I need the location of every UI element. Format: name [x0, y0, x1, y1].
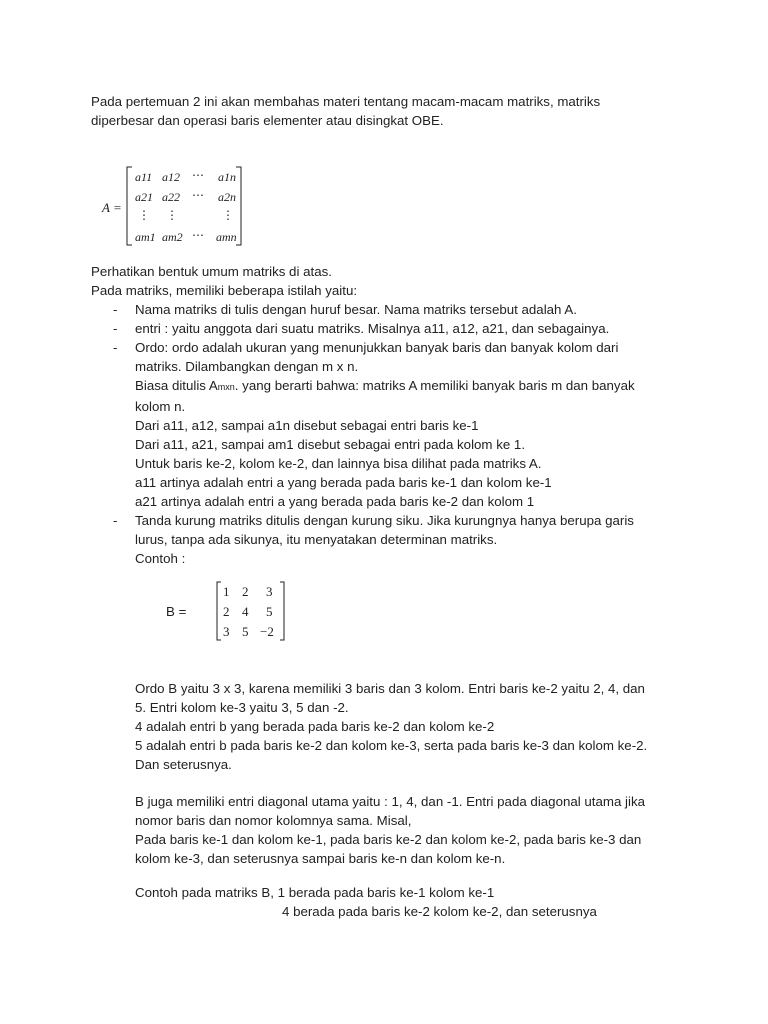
text-line: Pada baris ke-1 dan kolom ke-1, pada baris ke-2 dan kolom ke-2, pada baris ke-3 dan: [135, 832, 642, 847]
matrix-a-cell: a21: [135, 190, 153, 204]
matrix-a-cell: am1: [135, 230, 156, 244]
text-line: diperbesar dan operasi baris elementer atau disingkat OBE.: [91, 113, 444, 128]
matrix-b: [214, 580, 294, 642]
matrix-a-cell: a22: [162, 190, 180, 204]
matrix-b-cell: 3: [266, 584, 273, 599]
text-line: kolom ke-3, dan seterusnya sampai baris ke-n dan kolom ke-n.: [135, 851, 506, 866]
text-line: matriks. Dilambangkan dengan m x n.: [135, 359, 359, 374]
example-paragraph: [135, 883, 597, 921]
after-matrix-text: [91, 262, 357, 300]
bullet-dash: -: [113, 340, 118, 355]
text-line: Pada pertemuan 2 ini akan membahas materi tentang macam-macam matriks, matriks: [91, 94, 601, 109]
text-line: a21 artinya adalah entri a yang berada pada baris ke-2 dan kolom 1: [135, 494, 535, 509]
matrix-b-label: B =: [166, 604, 187, 619]
text-fragment: Biasa ditulis A: [135, 378, 218, 393]
text-line: a11 artinya adalah entri a yang berada pada baris ke-1 dan kolom ke-1: [135, 475, 552, 490]
left-bracket: [127, 167, 132, 245]
text-line: 5 adalah entri b pada baris ke-2 dan kolom ke-3, serta pada baris ke-3 dan kolom ke-2.: [135, 738, 648, 753]
text-line: Contoh pada matriks B, 1 berada pada baris ke-1 kolom ke-1: [135, 885, 495, 900]
text-line: Ordo B yaitu 3 x 3, karena memiliki 3 baris dan 3 kolom. Entri baris ke-2 yaitu 2, 4, dan: [135, 681, 645, 696]
text-line: Untuk baris ke-2, kolom ke-2, dan lainnya bisa dilihat pada matriks A.: [135, 456, 542, 471]
text-line: Dari a11, a12, sampai a1n disebut sebagai entri baris ke-1: [135, 418, 479, 433]
bullet-dash: -: [113, 302, 118, 317]
ordo-paragraph: [135, 679, 647, 774]
text-line: 4 adalah entri b yang berada pada baris ke-2 dan kolom ke-2: [135, 719, 495, 734]
matrix-a-cell: ⋯: [192, 228, 204, 242]
list-item: [91, 319, 691, 338]
matrix-a-cell: a2n: [218, 190, 236, 204]
matrix-a-cell: ⋮: [222, 208, 234, 222]
list-item: [91, 300, 691, 319]
matrix-b-cell: −2: [260, 624, 274, 639]
text-line: Ordo: ordo adalah ukuran yang menunjukkan banyak baris dan banyak kolom dari: [135, 340, 619, 355]
right-bracket: [280, 582, 284, 640]
matrix-b-cell: 1: [223, 584, 230, 599]
matrix-a-cell: amn: [216, 230, 237, 244]
matrix-a-cell: am2: [162, 230, 183, 244]
text-line: Contoh :: [135, 551, 186, 566]
text-line: Pada matriks, memiliki beberapa istilah yaitu:: [91, 283, 358, 298]
text-line: Dari a11, a21, sampai am1 disebut sebagai entri pada kolom ke 1.: [135, 437, 526, 452]
left-bracket: [217, 582, 221, 640]
matrix-b-cell: 5: [242, 624, 249, 639]
text-line: [135, 376, 691, 397]
text-line: Perhatikan bentuk umum matriks di atas.: [91, 264, 332, 279]
matrix-a-cell: a1n: [218, 170, 236, 184]
diagonal-paragraph: [135, 792, 645, 868]
bullet-dash: -: [113, 321, 118, 336]
text-line: Nama matriks di tulis dengan huruf besar. Nama matriks tersebut adalah A.: [135, 302, 577, 317]
list-item: [91, 338, 691, 511]
matrix-a-label: A =: [102, 200, 122, 215]
matrix-b-cell: 2: [242, 584, 249, 599]
matrix-a-cell: ⋯: [192, 168, 204, 182]
text-line: entri : yaitu anggota dari suatu matriks. Misalnya a11, a12, a21, dan sebagainya.: [135, 321, 610, 336]
matrix-b-figure: [214, 580, 294, 642]
text-line: nomor baris dan nomor kolomnya sama. Misal,: [135, 813, 412, 828]
matrix-a-cell: a12: [162, 170, 180, 184]
text-line: B juga memiliki entri diagonal utama yaitu : 1, 4, dan -1. Entri pada diagonal utama jika: [135, 794, 646, 809]
matrix-a-cell: ⋮: [138, 208, 150, 222]
text-fragment: . yang berarti bahwa: matriks A memiliki banyak baris m dan banyak: [234, 378, 635, 393]
matrix-b-cell: 2: [223, 604, 230, 619]
matrix-b-cell: 4: [242, 604, 249, 619]
terms-list: [91, 300, 691, 568]
matrix-a-equation: [100, 164, 250, 248]
text-line: lurus, tanpa ada sikunya, itu menyatakan determinan matriks.: [135, 532, 498, 547]
subscript: mxn: [217, 382, 235, 392]
intro-paragraph: [91, 92, 711, 130]
text-line: 4 berada pada baris ke-2 kolom ke-2, dan seterusnya: [282, 904, 597, 919]
matrix-b-cell: 5: [266, 604, 273, 619]
matrix-a-cell: a11: [135, 170, 153, 184]
bullet-dash: -: [113, 513, 118, 528]
matrix-a-cell: ⋮: [166, 208, 178, 222]
text-line: Tanda kurung matriks ditulis dengan kurung siku. Jika kurungnya hanya berupa garis: [135, 513, 634, 528]
matrix-a-cell: ⋯: [192, 188, 204, 202]
text-line: 5. Entri kolom ke-3 yaitu 3, 5 dan -2.: [135, 700, 349, 715]
right-bracket: [236, 167, 241, 245]
matrix-b-cell: 3: [223, 624, 230, 639]
text-line: kolom n.: [135, 399, 186, 414]
matrix-a-figure: [100, 164, 250, 248]
list-item: [91, 511, 691, 568]
text-line: Dan seterusnya.: [135, 757, 232, 772]
